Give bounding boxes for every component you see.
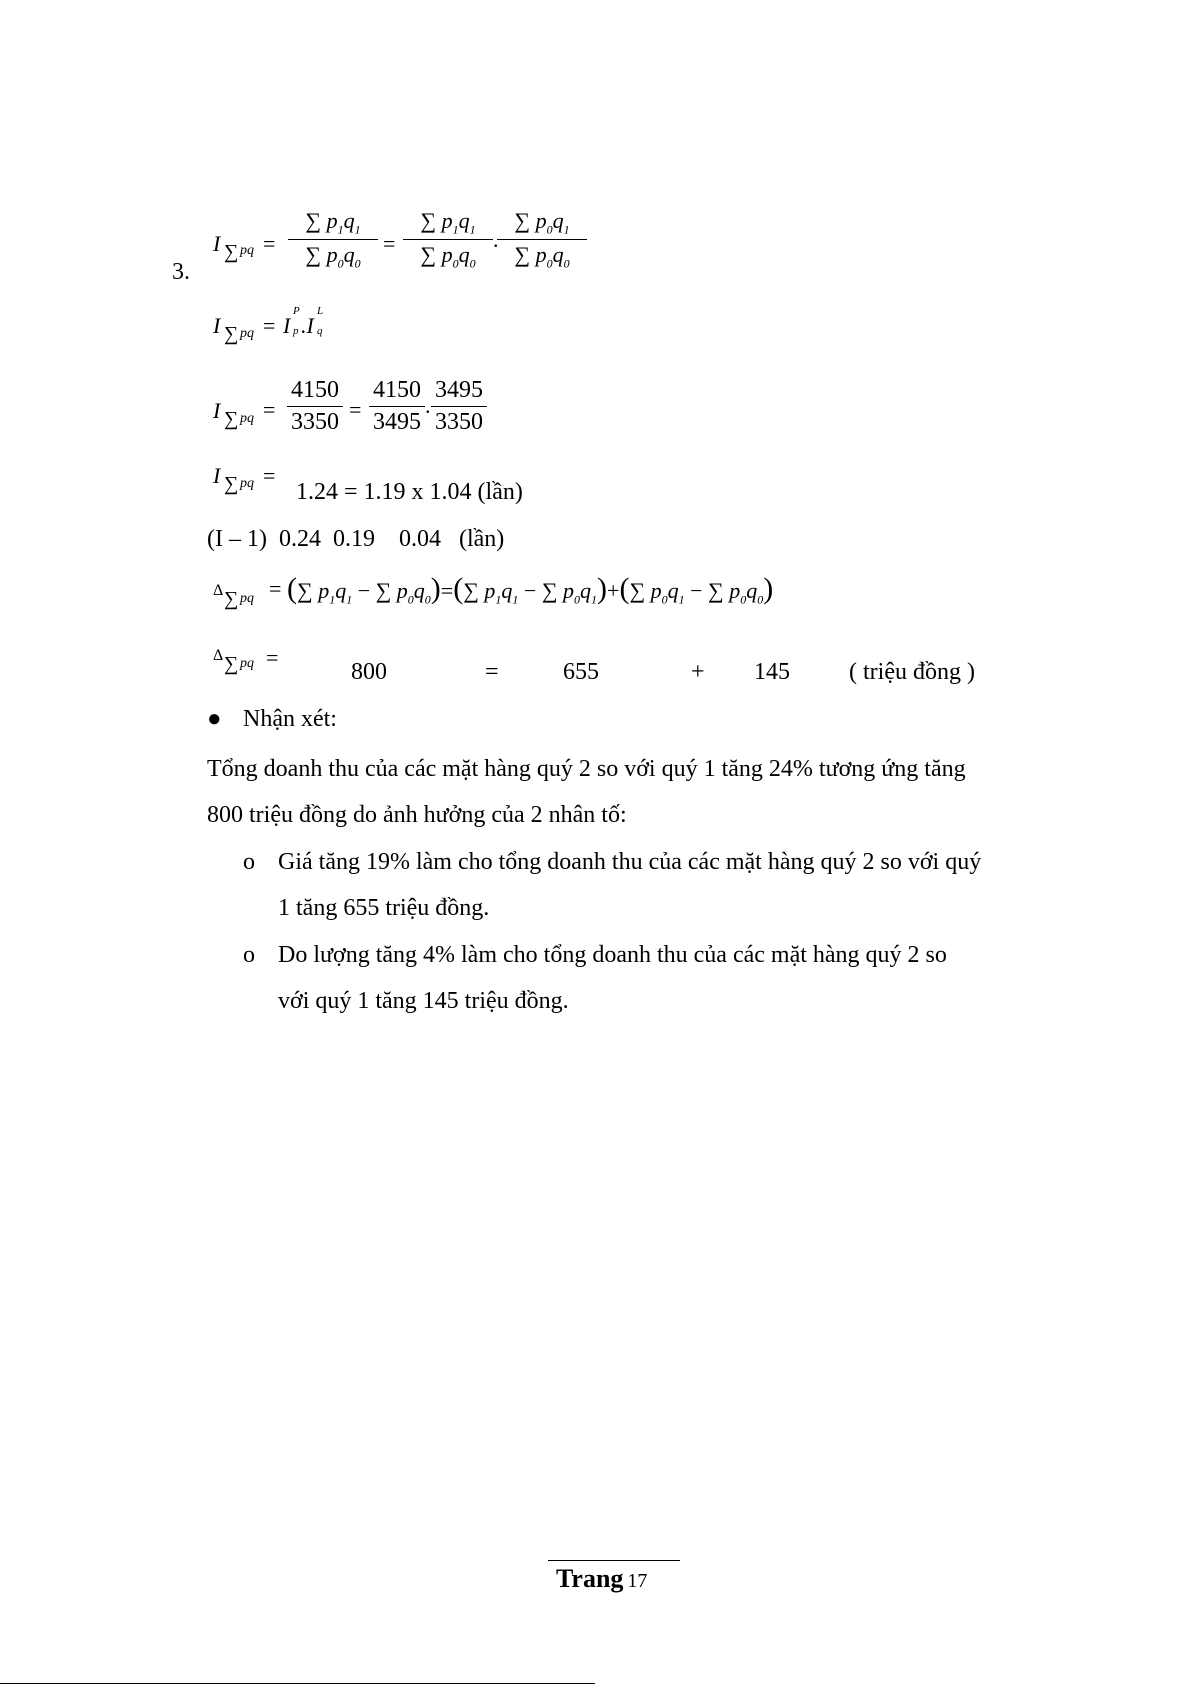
relative-change-values: (I – 1) 0.24 0.19 0.04 (lần) [207, 526, 505, 552]
list-item-marker: o [243, 849, 255, 875]
remark-bullet: ● [207, 706, 222, 732]
item-number: 3. [172, 259, 190, 285]
formula-index-product: I ∑ pq = I P p .I L q [213, 305, 324, 345]
numerator: 4150 [291, 377, 339, 403]
formula-absolute-values: Δ ∑ pq = 800 = 655 + 145 ( triệu đồng ) [213, 645, 975, 685]
denominator: 3495 [373, 409, 421, 435]
formula-index-decomposition: I ∑ pq = ∑ $p_1q_1$ ∑ $p_0q_0$ = ∑ $p_1q_1$ ∑ $p_0q_0$ . ∑ $p_0q_1$ ∑ $p_0q_0$ [213, 205, 563, 280]
list-item-marker: o [243, 942, 255, 968]
footer-divider [548, 1560, 680, 1561]
plus-sign: + [691, 659, 705, 685]
numerator: 4150 [373, 377, 421, 403]
remark-heading: Nhận xét: [243, 706, 337, 732]
list-item-line1: Giá tăng 19% làm cho tổng doanh thu của các mặt hàng quý 2 so với quý [278, 849, 982, 875]
formula-index-values: I ∑ pq = 1.24 = 1.19 x 1.04 (lần) [213, 463, 523, 505]
unit-label: ( triệu đồng ) [849, 659, 975, 685]
list-item-line2: với quý 1 tăng 145 triệu đồng. [278, 988, 569, 1014]
equals-sign: = [485, 659, 499, 685]
index-values: 1.24 = 1.19 x 1.04 (lần) [296, 479, 523, 505]
price-effect: 655 [563, 659, 599, 685]
numerator: 3495 [435, 377, 483, 403]
list-item-line1: Do lượng tăng 4% làm cho tổng doanh thu của các mặt hàng quý 2 so [278, 942, 947, 968]
list-item-line2: 1 tăng 655 triệu đồng. [278, 895, 490, 921]
quantity-effect: 145 [754, 659, 790, 685]
formula-absolute-change: Δ ∑ pq = (∑ $p_1q_1$ − ∑ $p_0q_0)=(\sum$ $p_1q_1$ − ∑ $p_0q_1)+(\sum$ $p_0q_1$ − ∑ $p_0q_0$) [213, 572, 774, 610]
footer-label: Trang [556, 1564, 624, 1593]
page-number: 17 [627, 1570, 648, 1592]
total-change: 800 [351, 659, 387, 685]
remark-paragraph-line1: Tổng doanh thu của các mặt hàng quý 2 so với quý 1 tăng 24% tương ứng tăng [207, 756, 966, 782]
bottom-rule [0, 1683, 595, 1684]
remark-paragraph-line2: 800 triệu đồng do ảnh hưởng của 2 nhân tố: [207, 802, 627, 828]
page-footer [556, 1564, 647, 1594]
denominator: 3350 [291, 409, 339, 435]
denominator: 3350 [435, 409, 483, 435]
formula-numeric-indices: I ∑ pq = 4150 3350 = 4150 3495 . 3495 3350 [213, 375, 513, 445]
